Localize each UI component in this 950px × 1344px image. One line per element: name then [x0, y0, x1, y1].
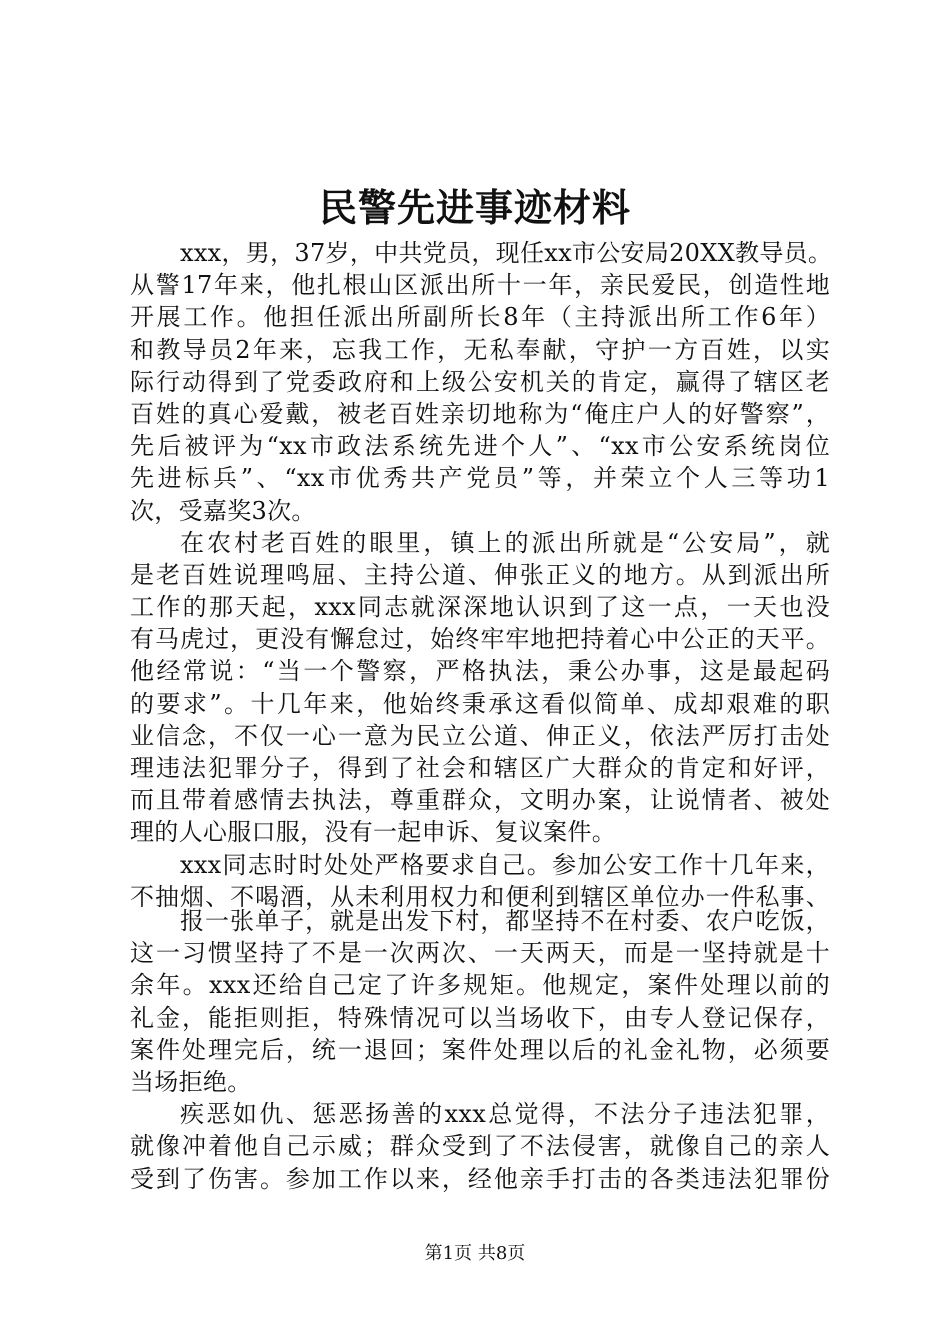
- text-line: xxx，男，37岁，中共党员，现任xx市公安局20XX教导员。: [180, 239, 833, 267]
- text-line: 当场拒绝。: [130, 1067, 252, 1096]
- text-line: 理违法犯罪分子，得到了社会和辖区广大群众的肯定和好评，: [130, 754, 830, 782]
- text-line: 际行动得到了党委政府和上级公安机关的肯定，赢得了辖区老: [130, 367, 830, 396]
- text-line: 次，受嘉奖3次。: [130, 496, 316, 525]
- text-line: 的要求”。十几年来，他始终秉承这看似简单、成却艰难的职: [130, 689, 830, 718]
- text-line: 疾恶如仇、惩恶扬善的xxx总觉得，不法分子违法犯罪，: [180, 1100, 830, 1129]
- text-line: 案件处理完后，统一退回；案件处理以后的礼金礼物，必须要: [130, 1035, 830, 1064]
- text-line: 百姓的真心爱戴，被老百姓亲切地称为“俺庄户人的好警察”，: [130, 399, 830, 428]
- text-line: 有马虎过，更没有懈怠过，始终牢牢地把持着心中公正的天平。: [130, 625, 830, 654]
- text-line: 是老百姓说理鸣屈、主持公道、伸张正义的地方。从到派出所: [130, 560, 830, 589]
- text-line: 报一张单子，就是出发下村，都坚持不在村委、农户吃饭，: [180, 907, 830, 935]
- text-line: 不抽烟、不喝酒，从未利用权力和便利到辖区单位办一件私事、: [130, 882, 830, 911]
- text-line: 受到了伤害。参加工作以来，经他亲手打击的各类违法犯罪份: [130, 1164, 830, 1193]
- text-line: 业信念，不仅一心一意为民立公道、伸正义，依法严厉打击处: [130, 721, 830, 750]
- text-line: 先后被评为“xx市政法系统先进个人”、“xx市公安系统岗位: [130, 432, 830, 461]
- text-line: 和教导员2年来，忘我工作，无私奉献，守护一方百姓，以实: [130, 335, 830, 364]
- body-text-section-2: [130, 905, 830, 1195]
- body-text-section-1: [130, 237, 833, 913]
- text-line: 就像冲着他自己示威；群众受到了不法侵害，就像自己的亲人: [130, 1132, 830, 1161]
- text-line: 在农村老百姓的眼里，镇上的派出所就是“公安局”，就: [180, 528, 830, 557]
- text-line: 而且带着感情去执法，尊重群众，文明办案，让说情者、被处: [130, 786, 830, 815]
- document-title: 民警先进事迹材料: [318, 185, 631, 230]
- text-line: xxx同志时时处处严格要求自己。参加公安工作十几年来，: [180, 850, 830, 879]
- text-line: 余年。xxx还给自己定了许多规矩。他规定，案件处理以前的: [130, 971, 830, 1000]
- text-line: 工作的那天起，xxx同志就深深地认识到了这一点，一天也没: [130, 593, 830, 622]
- text-line: 先进标兵”、“xx市优秀共产党员”等，并荣立个人三等功1: [130, 464, 830, 493]
- text-line: 他经常说：“当一个警察，严格执法，秉公办事，这是最起码: [130, 657, 830, 686]
- page-number-footer: 第1页 共8页: [424, 1243, 526, 1264]
- text-line: 这一习惯坚持了不是一次两次、一天两天，而是一坚持就是十: [130, 939, 830, 968]
- text-line: 礼金，能拒则拒，特殊情况可以当场收下，由专人登记保存，: [130, 1003, 830, 1032]
- text-line: 理的人心服口服，没有一起申诉、复议案件。: [130, 818, 616, 847]
- text-line: 开展工作。他担任派出所副所长8年（主持派出所工作6年）: [130, 303, 830, 332]
- text-line: 从警17年来，他扎根山区派出所十一年，亲民爱民，创造性地: [130, 271, 830, 300]
